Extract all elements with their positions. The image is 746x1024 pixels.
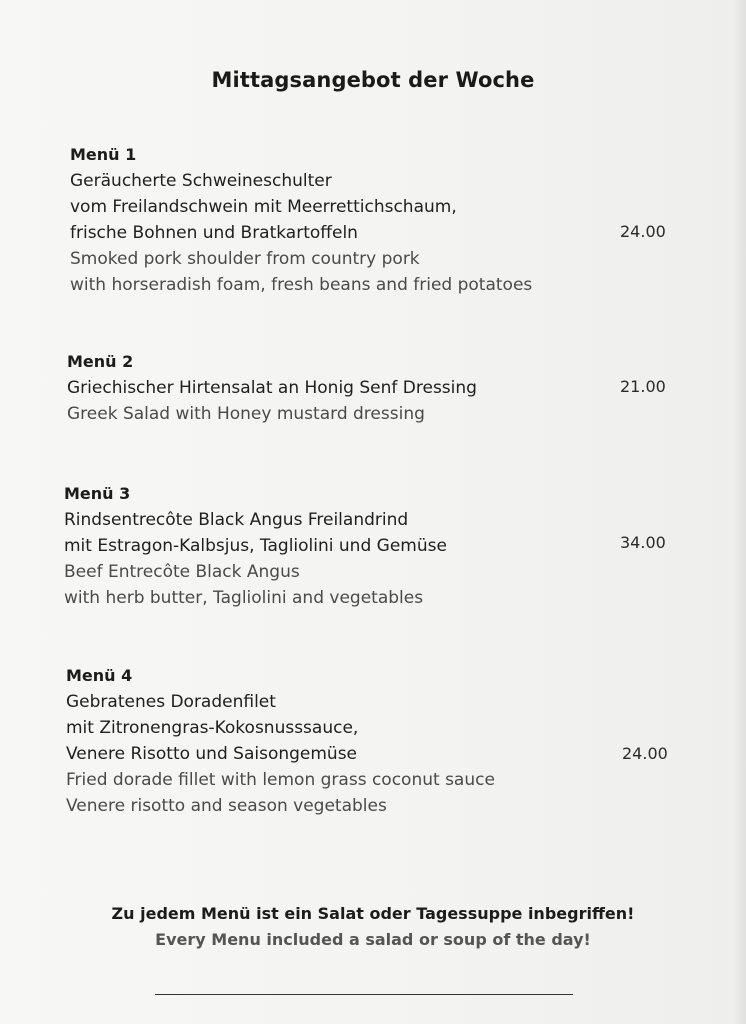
- menu-description-de: vom Freilandschwein mit Meerrettichschaum,: [70, 197, 457, 217]
- menu-price-2: 21.00: [620, 377, 666, 396]
- menu-item-3: [64, 481, 704, 611]
- menu-heading: Menü 4: [66, 666, 133, 685]
- bottom-divider: [155, 994, 573, 995]
- menu-description-en: Beef Entrecôte Black Angus: [64, 562, 300, 582]
- menu-description-de: Venere Risotto und Saisongemüse: [66, 744, 358, 764]
- menu-heading: Menü 3: [64, 484, 131, 503]
- menu-description-de: frische Bohnen und Bratkartoffeln: [70, 223, 358, 243]
- page-title: Mittagsangebot der Woche: [211, 68, 535, 92]
- notice-text-en: Every Menu included a salad or soup of the day!: [155, 930, 591, 949]
- menu-price-1: 24.00: [620, 222, 666, 241]
- menu-description-de: Rindsentrecôte Black Angus Freilandrind: [64, 510, 409, 530]
- menu-description-en: with herb butter, Tagliolini and vegetables: [64, 588, 424, 608]
- menu-description-de: Gebratenes Doradenfilet: [66, 692, 276, 712]
- menu-description-en: with horseradish foam, fresh beans and fried potatoes: [70, 275, 533, 295]
- menu-description-de: mit Zitronengras-Kokosnusssauce,: [66, 718, 359, 738]
- menu-description-en: Venere risotto and season vegetables: [66, 796, 387, 816]
- menu-description-de: mit Estragon-Kalbsjus, Tagliolini und Gemüse: [64, 536, 447, 556]
- menu-item-2: [67, 349, 707, 427]
- menu-description-en: Fried dorade fillet with lemon grass coconut sauce: [66, 770, 495, 790]
- menu-description-en: Smoked pork shoulder from country pork: [70, 249, 420, 269]
- menu-heading: Menü 1: [70, 145, 137, 164]
- menu-item-1: [70, 142, 710, 298]
- menu-item-4: [66, 663, 706, 819]
- menu-heading: Menü 2: [67, 352, 134, 371]
- included-notice: [0, 901, 746, 953]
- menu-description-en: Greek Salad with Honey mustard dressing: [67, 404, 425, 424]
- menu-price-3: 34.00: [620, 533, 666, 552]
- notice-text-de: Zu jedem Menü ist ein Salat oder Tagessuppe inbegriffen!: [111, 904, 635, 923]
- menu-description-de: Geräucherte Schweineschulter: [70, 171, 332, 191]
- menu-price-4: 24.00: [622, 744, 668, 763]
- menu-description-de: Griechischer Hirtensalat an Honig Senf Dressing: [67, 378, 477, 398]
- page-edge-shadow: [732, 0, 746, 1024]
